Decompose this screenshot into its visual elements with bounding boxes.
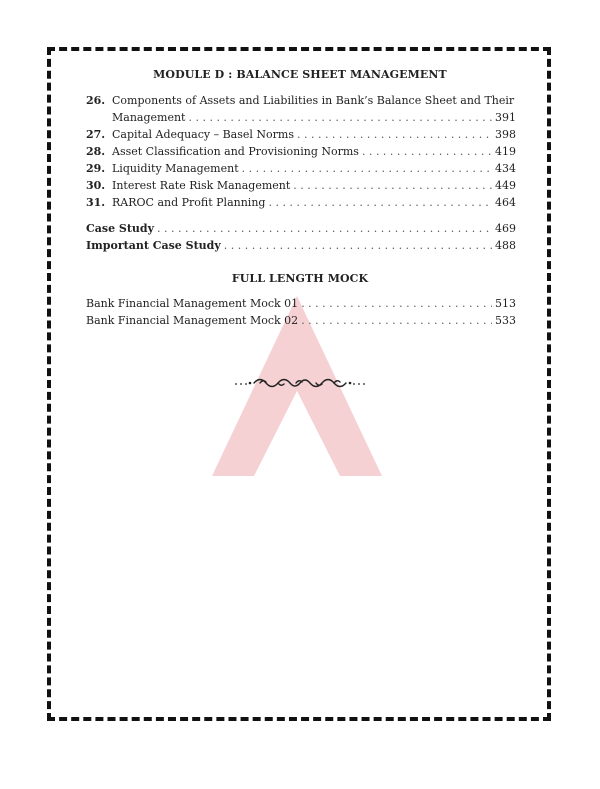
chapter-number: 31.	[86, 196, 106, 209]
flourish-divider-icon	[232, 374, 368, 392]
chapter-title: Interest Rate Risk Management	[112, 179, 291, 192]
chapter-number: 29.	[86, 162, 106, 175]
toc-entry[interactable]	[86, 194, 516, 211]
chapter-number: 27.	[86, 128, 106, 141]
chapter-number: 28.	[86, 145, 106, 158]
mock-heading: FULL LENGTH MOCK	[231, 272, 369, 285]
mock-title: Bank Financial Management Mock 02	[86, 314, 299, 327]
toc-entry[interactable]	[86, 295, 516, 312]
chapter-title: RAROC and Profit Planning	[112, 196, 266, 209]
page-number: 533	[495, 314, 516, 327]
toc-entry[interactable]	[86, 312, 516, 329]
page-number: 513	[495, 297, 516, 310]
page-number: 469	[495, 222, 516, 235]
page-number: 434	[495, 162, 516, 175]
chapter-title-line1: Components of Assets and Liabilities in Bank’s Balance Sheet and Their	[112, 94, 515, 107]
page-number: 391	[495, 111, 516, 124]
page-number: 464	[495, 196, 516, 209]
chapter-number: 26.	[86, 94, 106, 107]
chapter-title: Capital Adequacy – Basel Norms	[112, 128, 294, 141]
page-number: 449	[495, 179, 516, 192]
section-title: Case Study	[86, 222, 155, 235]
page-number: 488	[495, 239, 516, 252]
toc-entry[interactable]	[86, 109, 516, 126]
mock-title: Bank Financial Management Mock 01	[86, 297, 299, 310]
toc-entry[interactable]	[86, 160, 516, 177]
module-heading: MODULE D : BALANCE SHEET MANAGEMENT	[153, 68, 447, 81]
toc-entry[interactable]	[86, 126, 516, 143]
chapter-title: Management	[112, 111, 186, 124]
page-number: 419	[495, 145, 516, 158]
page-number: 398	[495, 128, 516, 141]
chapter-title: Liquidity Management	[112, 162, 239, 175]
chapter-title: Asset Classification and Provisioning Norms	[112, 145, 359, 158]
toc-entry[interactable]	[86, 220, 516, 237]
section-title: Important Case Study	[86, 239, 221, 252]
toc-entry[interactable]	[86, 177, 516, 194]
toc-entry[interactable]	[86, 143, 516, 160]
chapter-number: 30.	[86, 179, 106, 192]
toc-entry[interactable]	[86, 237, 516, 254]
